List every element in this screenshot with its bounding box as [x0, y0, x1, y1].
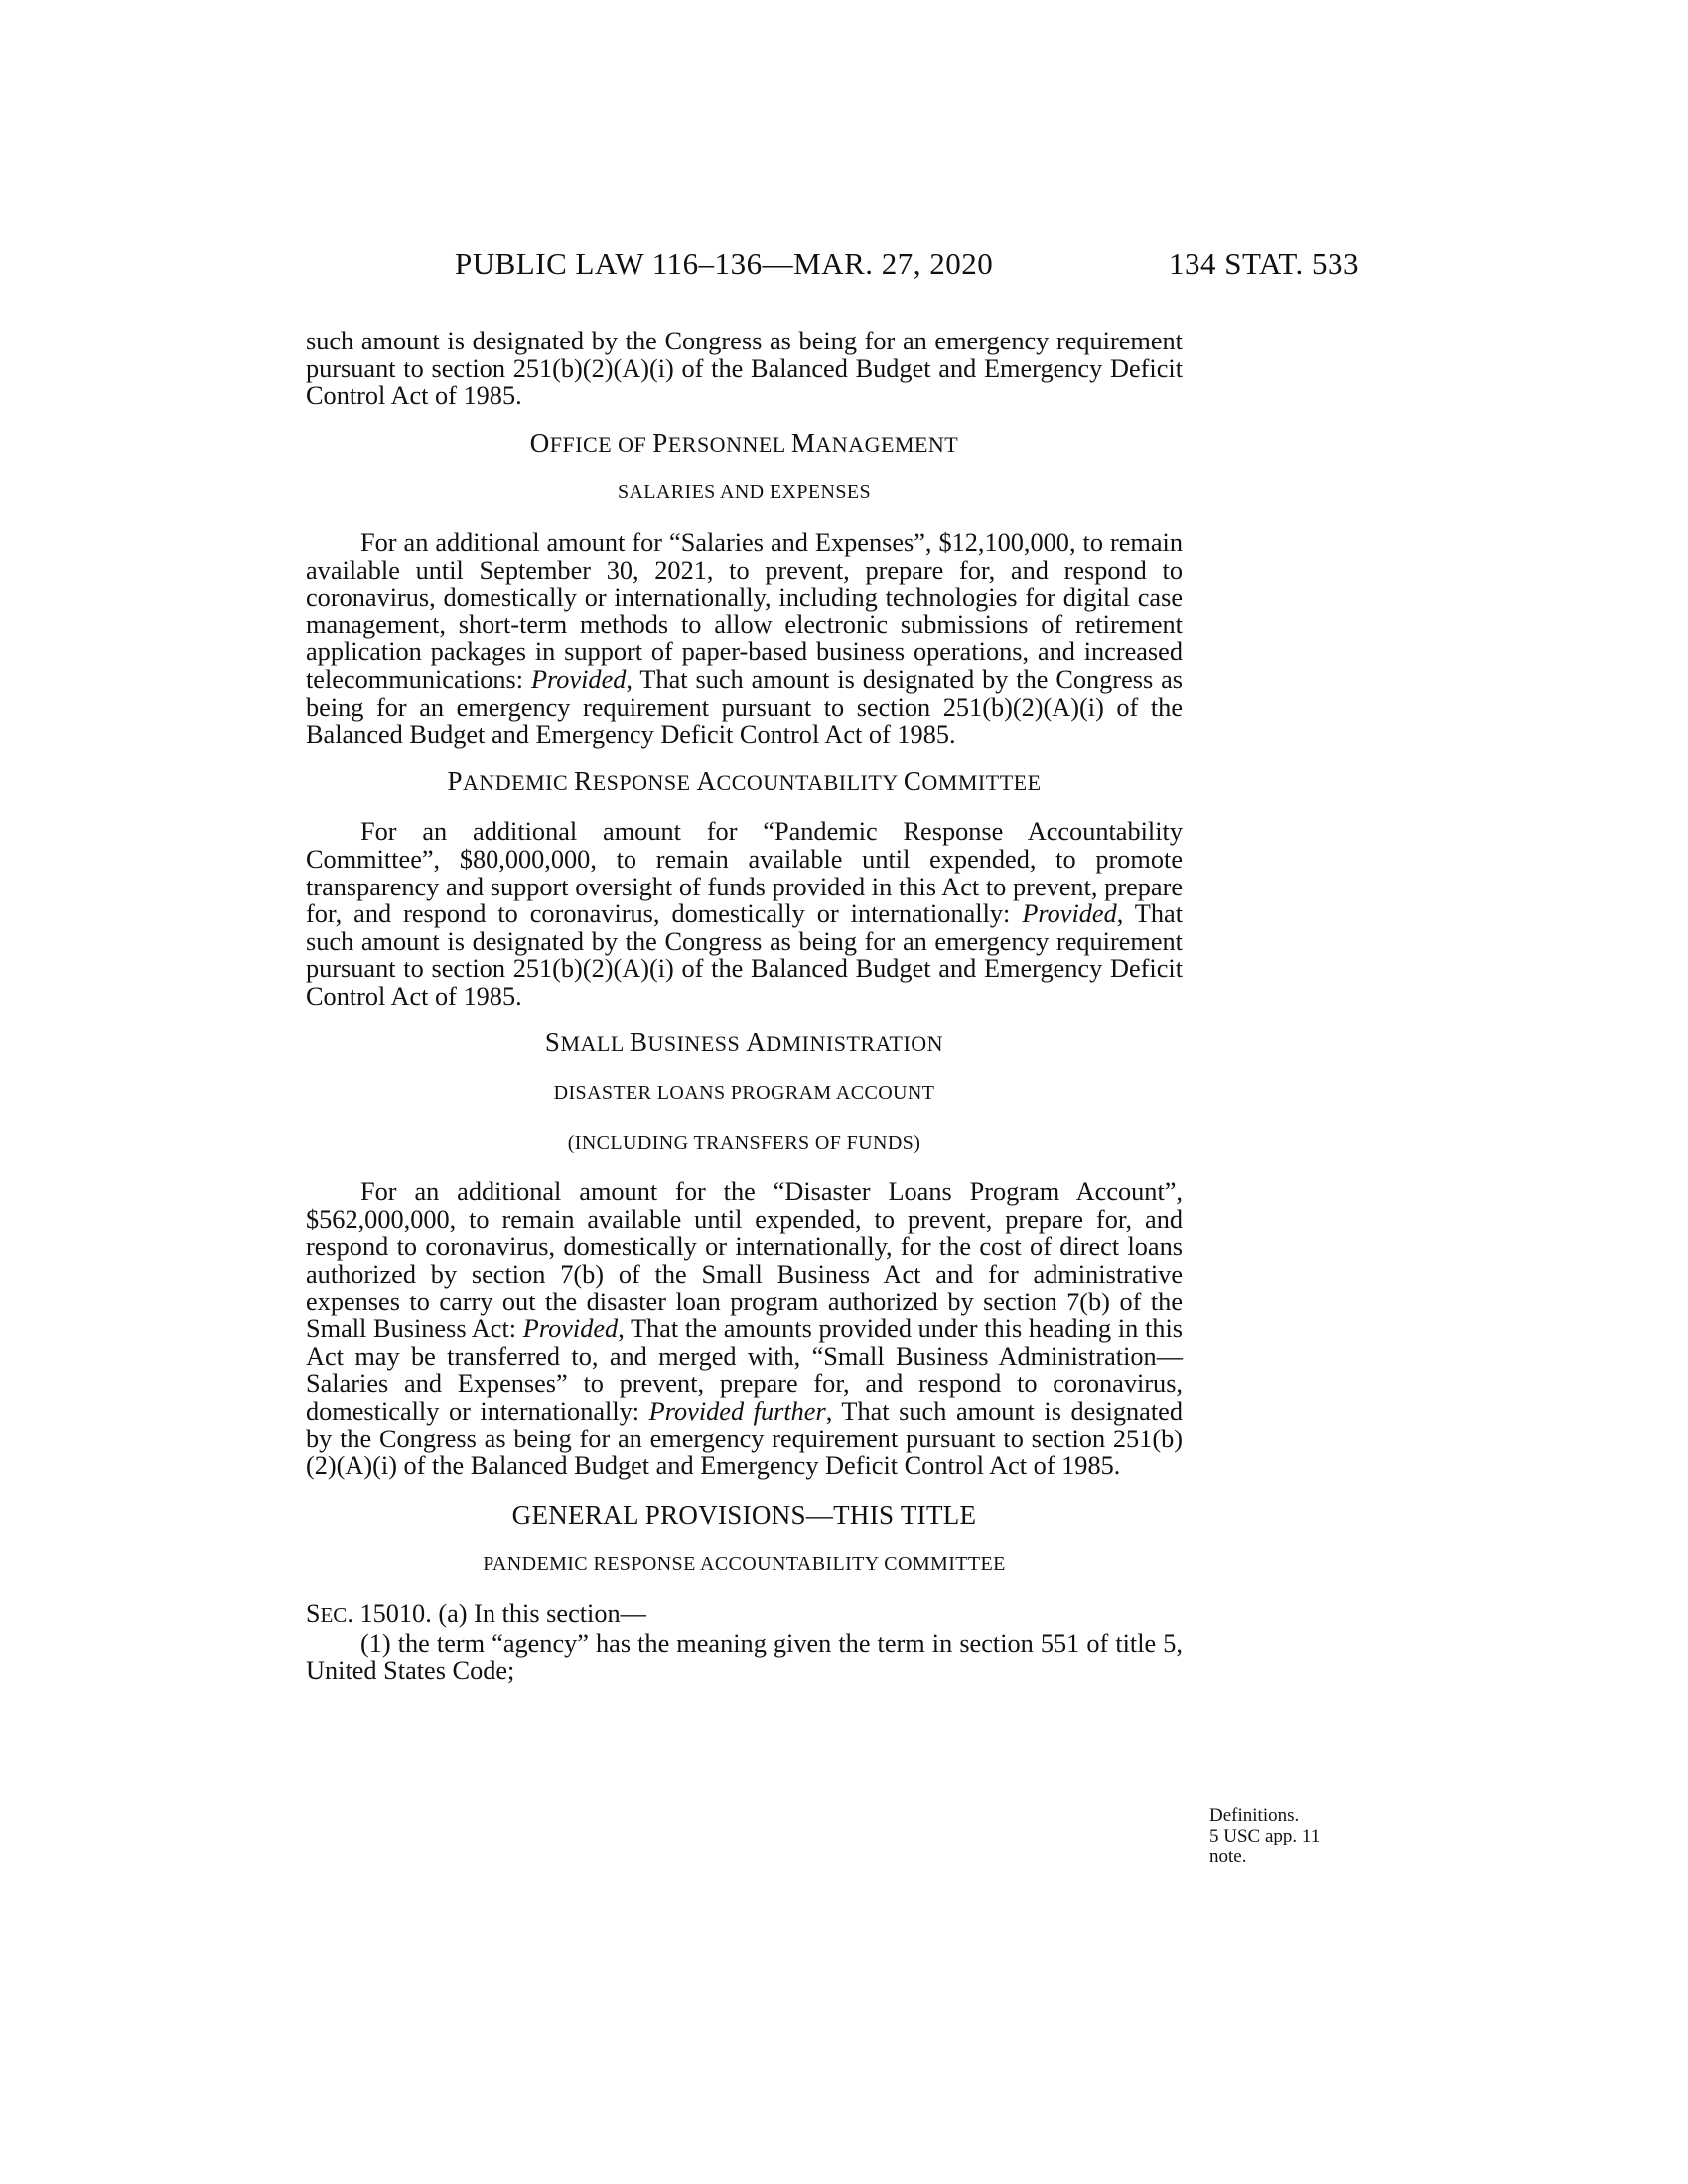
general-provisions-heading: GENERAL PROVISIONS—THIS TITLE	[511, 1499, 977, 1530]
sba-subheading-transfers: (INCLUDING TRANSFERS OF FUNDS)	[567, 1131, 921, 1154]
running-head	[0, 246, 1688, 286]
document-body	[306, 328, 1183, 1685]
opm-paragraph: For an additional amount for “Salaries and Expenses”, $12,100,000, to remain available until September 30, 2021, to prevent, prepare for, and respond to coronavirus, domestically or internationally, including technologies for digital case management, short-term methods to allow electronic submissions of retirement application packages in support of paper-based business operations, and increased telecommunications: Provided, That such amount is designated by the Congress as being for an emergency requirement pursuant to section 251(b)(2)(A)(i) of the Balanced Budget and Emergency Deficit Control Act of 1985.	[306, 527, 1184, 750]
section-15010: SEC. 15010. (a) In this section—	[306, 1598, 646, 1628]
sba-subheading: DISASTER LOANS PROGRAM ACCOUNT	[553, 1082, 935, 1105]
prac-paragraph: For an additional amount for “Pandemic Response Accountability Committee”, $80,000,000, to remain available until expended, to promote transparency and support oversight of funds provided in this Act to prevent, prepare for, and respond to coronavirus, domestically or internationally: Provided, That such amount is designated by the Congress as being for an emergency requirement pursuant to section 251(b)(2)(A)(i) of the Balanced Budget and Emergency Deficit Control Act of 1985.	[306, 817, 1183, 1011]
margin-note	[1209, 1805, 1378, 1867]
margin-note-note: note.	[1209, 1846, 1247, 1867]
margin-note-usc: 5 USC app. 11	[1209, 1826, 1321, 1846]
opm-subheading: SALARIES AND EXPENSES	[617, 481, 872, 504]
margin-note-definitions: Definitions.	[1209, 1805, 1300, 1826]
prac-heading: PANDEMIC RESPONSE ACCOUNTABILITY COMMITTEE	[447, 765, 1042, 796]
opm-heading: OFFICE OF PERSONNEL MANAGEMENT	[529, 427, 959, 458]
sba-heading: SMALL BUSINESS ADMINISTRATION	[544, 1027, 944, 1058]
stat-citation: 134 STAT. 533	[1169, 246, 1360, 281]
continuation-paragraph: such amount is designated by the Congress as being for an emergency requirement pursuant to section 251(b)(2)(A)(i) of the Balanced Budget and Emergency Deficit Control Act of 1985.	[306, 327, 1183, 411]
section-item-1: (1) the term “agency” has the meaning given the term in section 551 of title 5, United States Code;	[306, 1628, 1183, 1686]
law-title: PUBLIC LAW 116–136—MAR. 27, 2020	[455, 246, 994, 281]
sba-paragraph: For an additional amount for the “Disaster Loans Program Account”, $562,000,000, to remain available until expended, to prevent, prepare for, and respond to coronavirus, domestically or internationally, for the cost of direct loans authorized by section 7(b) of the Small Business Act and for administrative expenses to carry out the disaster loan program authorized by section 7(b) of the Small Business Act: Provided, That the amounts provided under this heading in this Act may be transferred to, and merged with, “Small Business Administration—Salaries and Expenses” to prevent, prepare for, and respond to coronavirus, domestically or internationally: Provided further, That such amount is designated by the Congress as being for an emergency requirement pursuant to section 251(b)(2)(A)(i) of the Balanced Budget and Emergency Deficit Control Act of 1985.	[306, 1177, 1183, 1481]
general-provisions-subheading: PANDEMIC RESPONSE ACCOUNTABILITY COMMITTEE	[483, 1553, 1006, 1575]
section-label: SEC	[306, 1598, 348, 1628]
